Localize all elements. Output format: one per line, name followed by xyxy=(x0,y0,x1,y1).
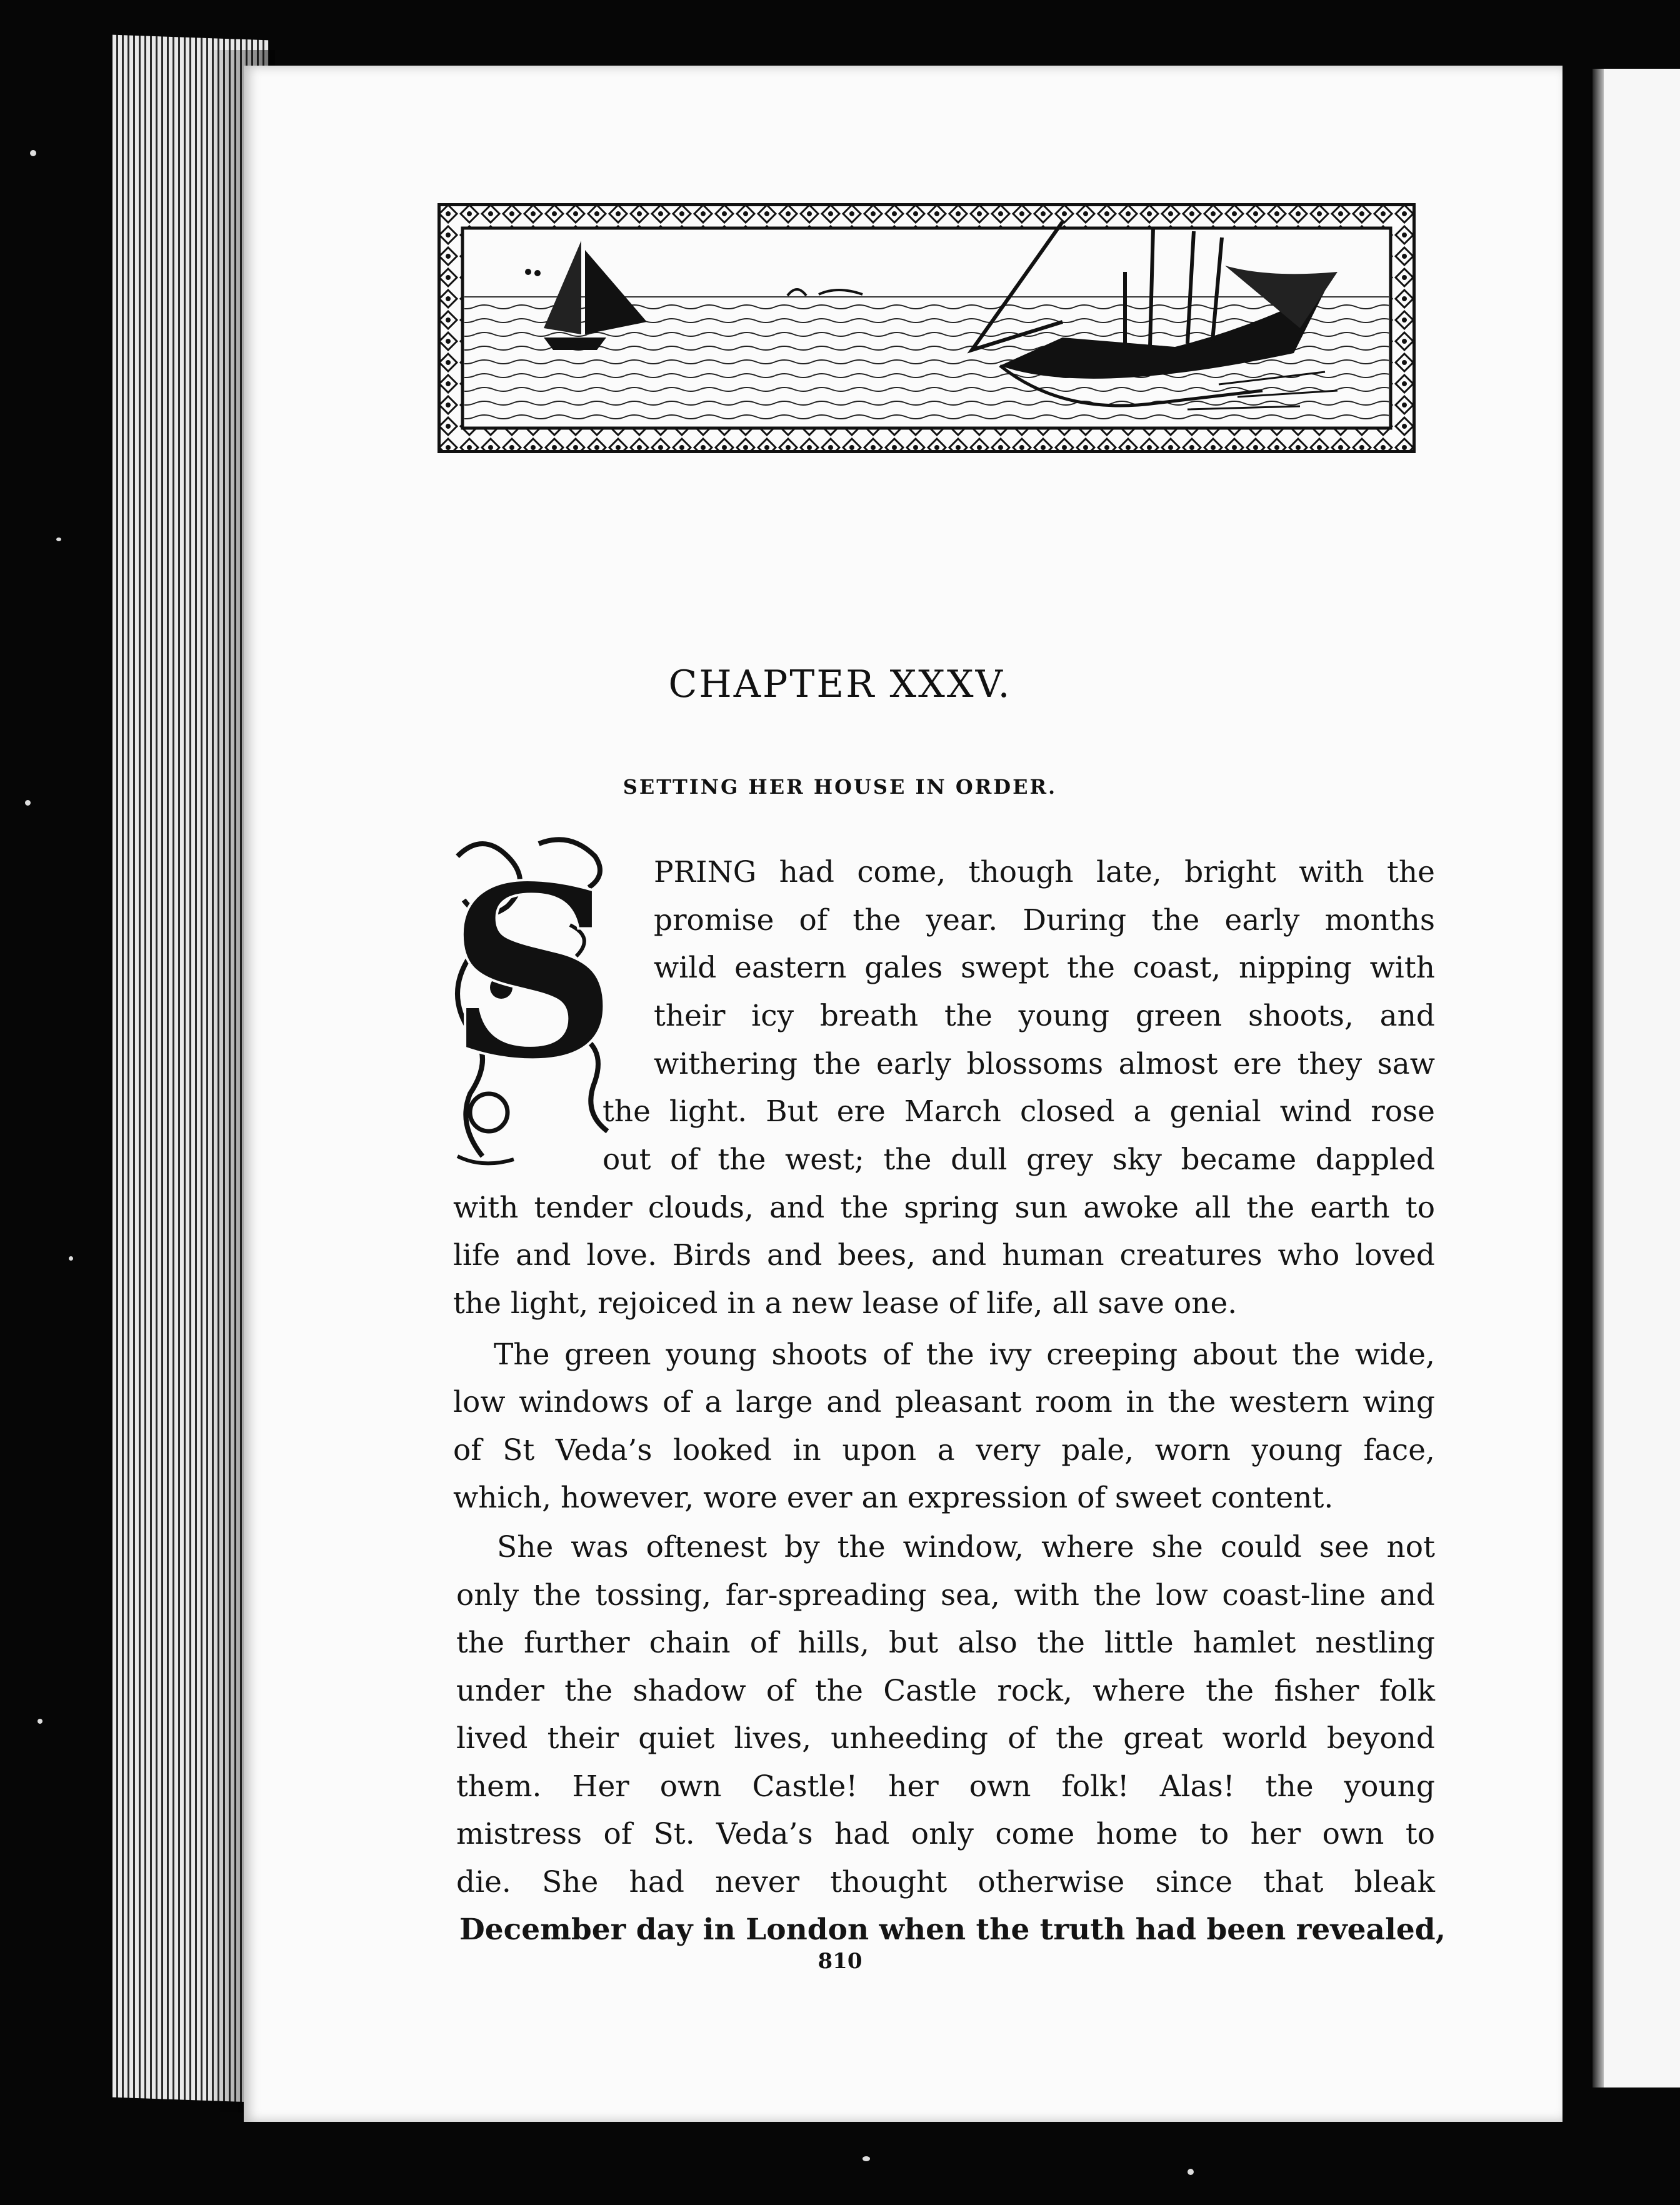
background-speck xyxy=(25,800,31,806)
text-line: with tender clouds, and the spring sun awoke all the earth to xyxy=(453,1191,1435,1225)
page-number: 810 xyxy=(818,1949,862,1974)
text-line: of St Veda’s looked in upon a very pale, worn young face, xyxy=(453,1433,1435,1468)
background-speck xyxy=(1188,2169,1194,2175)
chapter-subtitle: SETTING HER HOUSE IN ORDER. xyxy=(622,775,1058,799)
text-line: She was oftenest by the window, where she could see not xyxy=(497,1530,1435,1564)
chapter-title: CHAPTER XXXV. xyxy=(668,662,1012,706)
background-speck xyxy=(56,538,61,541)
text-line: only the tossing, far-spreading sea, with the low coast-line and xyxy=(456,1578,1435,1612)
text-line: lived their quiet lives, unheeding of the great world beyond xyxy=(456,1721,1435,1756)
background-speck xyxy=(69,1256,73,1261)
background-speck xyxy=(30,150,36,156)
text-line: out of the west; the dull grey sky became dappled xyxy=(602,1142,1435,1177)
text-line: promise of the year. During the early months xyxy=(654,903,1435,938)
text-line: life and love. Birds and bees, and human creatures who loved xyxy=(453,1238,1435,1272)
facing-page-edge xyxy=(1592,69,1680,2088)
text-line: low windows of a large and pleasant room in the western wing xyxy=(453,1385,1435,1419)
background-speck xyxy=(38,1719,42,1724)
text-line: under the shadow of the Castle rock, where the fisher folk xyxy=(456,1674,1435,1708)
background-speck xyxy=(862,2156,870,2161)
text-line: the light, rejoiced in a new lease of life, all save one. xyxy=(453,1286,1238,1321)
text-line: the light. But ere March closed a genial wind rose xyxy=(602,1094,1435,1129)
text-line: December day in London when the truth had been revealed, xyxy=(459,1912,1446,1947)
text-line: die. She had never thought otherwise since that bleak xyxy=(456,1865,1435,1899)
text-line: their icy breath the young green shoots, and xyxy=(654,999,1435,1033)
text-line: mistress of St. Veda’s had only come home to her own to xyxy=(456,1817,1435,1851)
text-line: The green young shoots of the ivy creeping about the wide, xyxy=(494,1338,1435,1372)
drop-cap-letter: S xyxy=(446,833,619,1112)
text-line: PRING had come, though late, bright with the xyxy=(654,855,1435,889)
text-line: which, however, wore ever an expression of sweet content. xyxy=(453,1481,1334,1515)
text-line: withering the early blossoms almost ere they saw xyxy=(654,1047,1435,1081)
seascape-headpiece-illustration xyxy=(438,203,1416,453)
text-line: wild eastern gales swept the coast, nipping with xyxy=(654,951,1435,985)
text-line: them. Her own Castle! her own folk! Alas! the young xyxy=(456,1769,1435,1804)
ornamental-drop-cap xyxy=(445,831,620,1181)
text-line: the further chain of hills, but also the little hamlet nestling xyxy=(456,1626,1435,1660)
